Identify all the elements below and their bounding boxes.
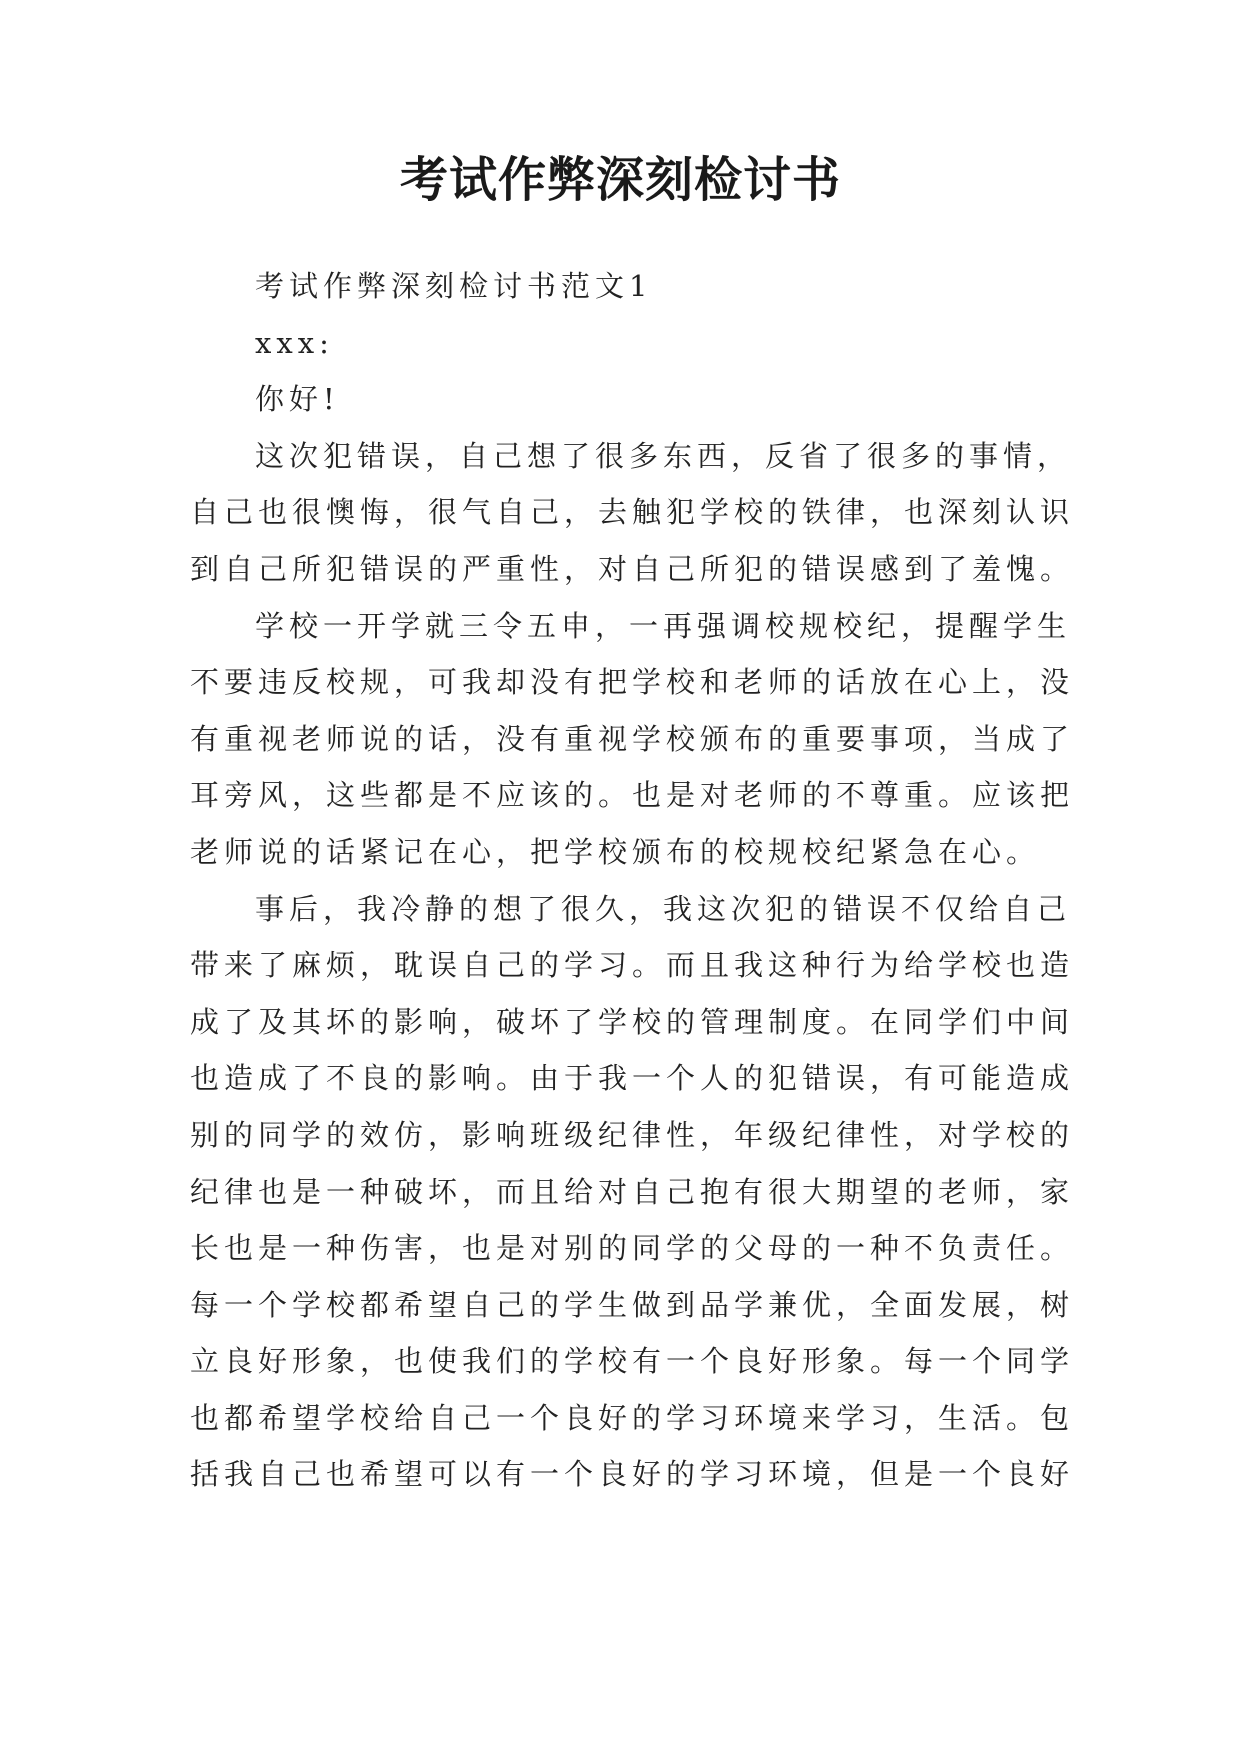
text-line: 成了及其坏的影响，破坏了学校的管理制度。在同学们中间: [190, 1004, 1075, 1039]
text-line: 事后，我冷静的想了很久，我这次犯的错误不仅给自己: [255, 891, 1072, 926]
text-line: 也都希望学校给自己一个良好的学习环境来学习，生活。包: [190, 1400, 1075, 1435]
text-line: 老师说的话紧记在心，把学校颁布的校规校纪紧急在心。: [190, 834, 1041, 869]
paragraph-1: [190, 428, 1075, 598]
text-line: 纪律也是一种破坏，而且给对自己抱有很大期望的老师，家: [190, 1174, 1075, 1209]
text-line: 耳旁风，这些都是不应该的。也是对老师的不尊重。应该把: [190, 778, 1075, 813]
salutation: xxx:: [255, 325, 334, 360]
greeting: 你好!: [255, 382, 340, 417]
text-line: 学校一开学就三令五申，一再强调校规校纪，提醒学生: [255, 608, 1072, 643]
paragraph-3: [190, 881, 1075, 1504]
document-body: [190, 258, 1075, 1503]
text-line: 有重视老师说的话，没有重视学校颁布的重要事项，当成了: [190, 721, 1075, 756]
document-title: 考试作弊深刻检讨书: [399, 152, 841, 208]
text-line: 自己也很懊悔，很气自己，去触犯学校的铁律，也深刻认识: [190, 495, 1075, 530]
text-line: 不要违反校规，可我却没有把学校和老师的话放在心上，没: [190, 665, 1075, 700]
text-line: 括我自己也希望可以有一个良好的学习环境，但是一个良好: [190, 1457, 1075, 1492]
sample-heading: 考试作弊深刻检讨书范文1: [255, 269, 653, 303]
paragraph-2: [190, 598, 1075, 881]
text-line: 这次犯错误，自己想了很多东西，反省了很多的事情，: [255, 438, 1072, 473]
text-line: 长也是一种伤害，也是对别的同学的父母的一种不负责任。: [190, 1231, 1075, 1266]
text-line: 别的同学的效仿，影响班级纪律性，年级纪律性，对学校的: [190, 1117, 1075, 1152]
text-line: 带来了麻烦，耽误自己的学习。而且我这种行为给学校也造: [190, 948, 1075, 983]
text-line: 立良好形象，也使我们的学校有一个良好形象。每一个同学: [190, 1344, 1075, 1379]
text-line: 每一个学校都希望自己的学生做到品学兼优，全面发展，树: [190, 1287, 1075, 1322]
text-line: 也造成了不良的影响。由于我一个人的犯错误，有可能造成: [190, 1061, 1075, 1096]
text-line: 到自己所犯错误的严重性，对自己所犯的错误感到了羞愧。: [190, 551, 1075, 586]
